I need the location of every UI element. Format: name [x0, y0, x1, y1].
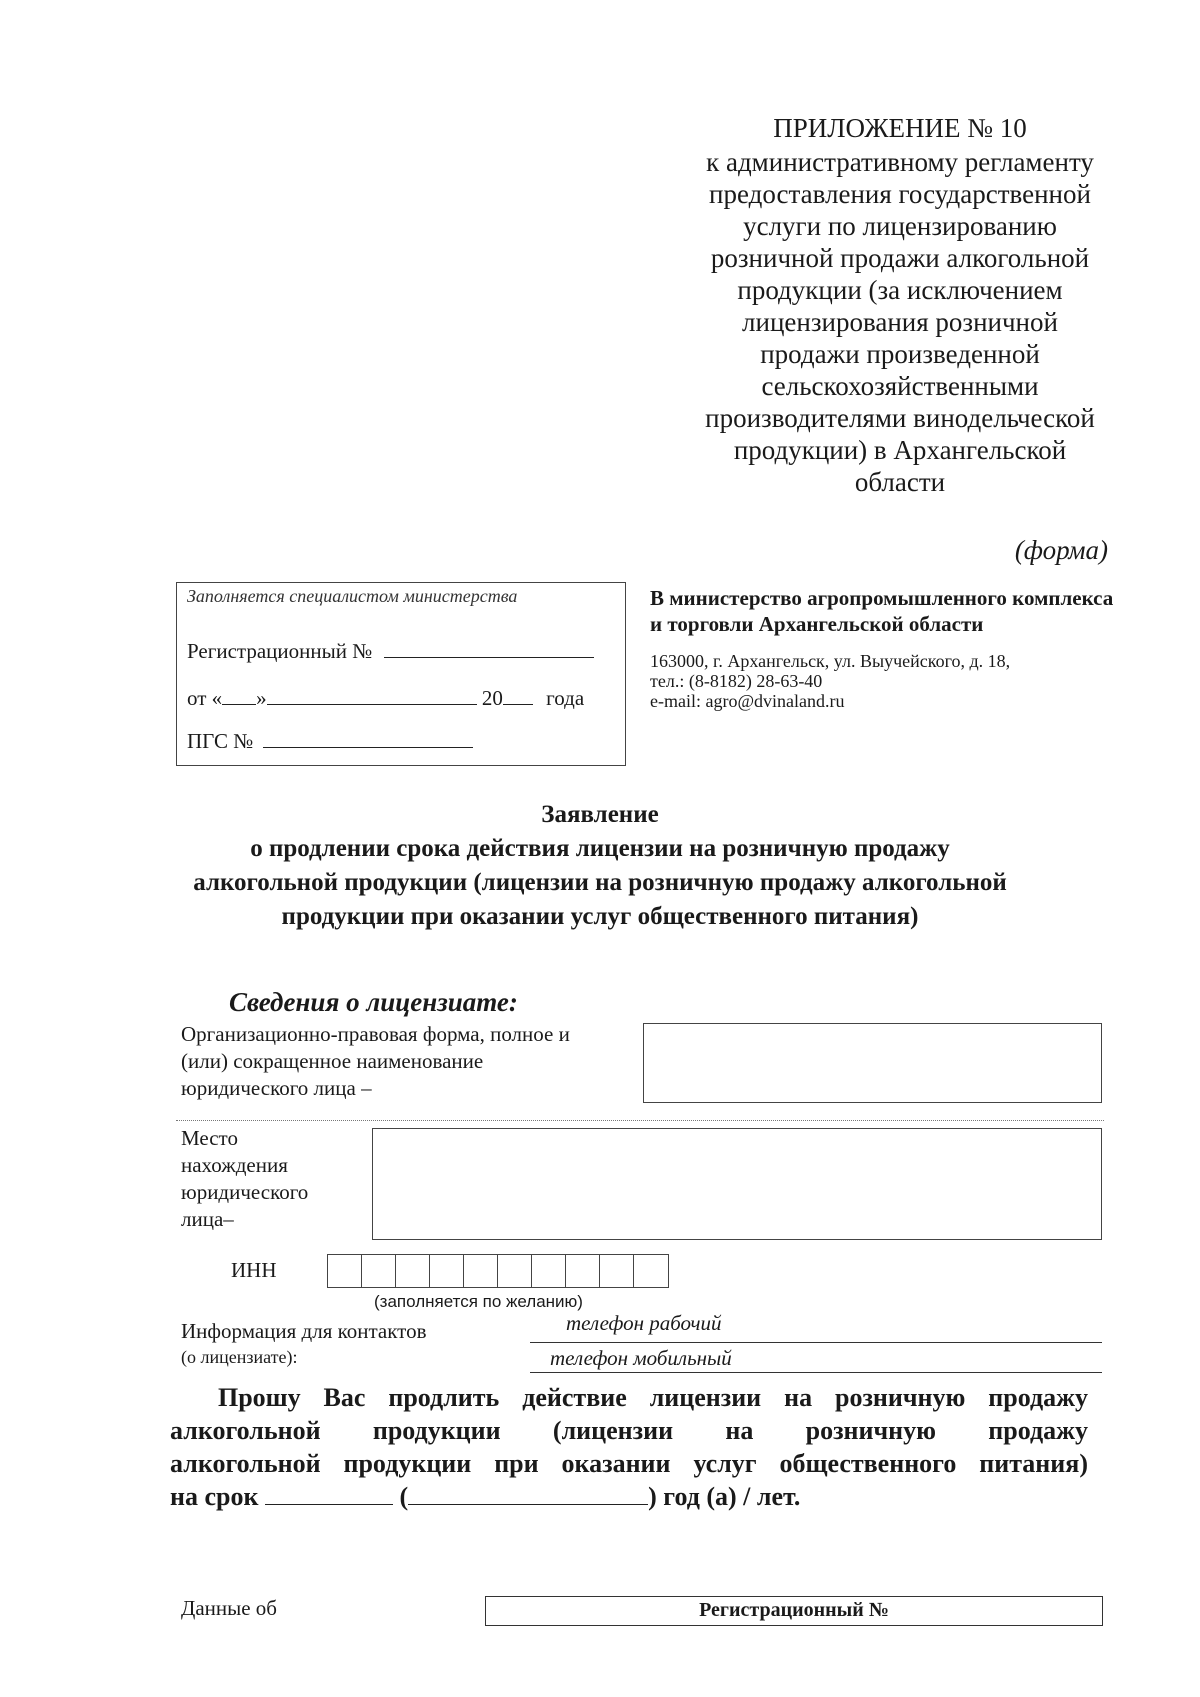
term-prefix: на срок	[170, 1482, 259, 1511]
location-label-line: юридического	[181, 1180, 309, 1204]
form-label: (форма)	[1014, 535, 1108, 565]
inn-cell[interactable]	[566, 1255, 600, 1287]
inn-cell[interactable]	[464, 1255, 498, 1287]
appendix-line: услуги по лицензированию	[743, 211, 1057, 241]
term-suffix: ) год (а) / лет.	[648, 1482, 801, 1511]
year-field[interactable]	[503, 686, 533, 705]
location-label-line: Место	[181, 1126, 238, 1150]
registration-box	[176, 582, 626, 766]
statement-line: алкогольной продукции (лицензии на розничную продажу алкогольной	[193, 869, 1007, 896]
term-number-field[interactable]	[265, 1482, 393, 1505]
appendix-line: продукции (за исключением	[737, 275, 1063, 305]
appendix-line: продукции) в Архангельской	[733, 435, 1067, 465]
appendix-line: розничной продажи алкогольной	[710, 243, 1090, 273]
year-suffix: года	[546, 686, 585, 710]
request-term-line	[170, 1480, 1088, 1513]
month-field[interactable]	[267, 686, 477, 705]
registration-note: Заполняется специалистом министерства	[187, 586, 518, 606]
appendix-line: сельскохозяйственными	[761, 371, 1039, 401]
phone-mobile-field[interactable]	[530, 1372, 1102, 1373]
contacts-label: Информация для контактов	[181, 1319, 427, 1343]
ministry-name: В министерство агропромышленного комплекса и торговли Архангельской области	[650, 586, 1114, 636]
reg-number-table-header: Регистрационный №	[485, 1596, 1103, 1626]
request-line: алкогольной продукции (лицензии на розничную продажу	[170, 1416, 1088, 1445]
phone-work-label: телефон рабочий	[566, 1311, 722, 1335]
divider	[176, 1120, 1104, 1121]
appendix-line: лицензирования розничной	[742, 307, 1058, 337]
reg-date-row	[187, 686, 584, 711]
inn-cell[interactable]	[430, 1255, 464, 1287]
day-field[interactable]	[222, 686, 256, 705]
appendix-line: продажи произведенной	[760, 339, 1040, 369]
statement-title	[0, 798, 1200, 934]
inn-cell[interactable]	[396, 1255, 430, 1287]
data-about-label: Данные об	[181, 1596, 277, 1620]
reg-number-row	[187, 639, 594, 664]
inn-cell[interactable]	[498, 1255, 532, 1287]
request-line	[170, 1381, 1088, 1414]
inn-label: ИНН	[231, 1258, 277, 1282]
licensee-section-title: Сведения о лицензиате:	[229, 987, 518, 1017]
pgs-row	[187, 729, 473, 754]
phone-mobile-label: телефон мобильный	[550, 1346, 732, 1370]
inn-cell[interactable]	[634, 1255, 668, 1287]
year-prefix: 20	[481, 686, 503, 710]
inn-cell[interactable]	[600, 1255, 634, 1287]
appendix-line: области	[854, 467, 946, 497]
phone-work-field[interactable]	[530, 1342, 1102, 1343]
org-form-label-line: (или) сокращенное наименование	[181, 1049, 484, 1073]
date-close-quote: »	[256, 686, 267, 710]
reg-number-label: Регистрационный №	[187, 639, 373, 663]
appendix-line: производителями винодельческой	[705, 403, 1095, 433]
appendix-header	[620, 112, 1180, 498]
request-line: алкогольной продукции при оказании услуг общественного питания)	[170, 1449, 1088, 1478]
statement-heading: Заявление	[541, 801, 659, 828]
org-form-label-line: юридического лица –	[181, 1076, 372, 1100]
org-form-label	[181, 1021, 641, 1102]
term-open: (	[399, 1482, 409, 1511]
ministry-address	[650, 585, 1120, 711]
location-label-line: нахождения	[181, 1153, 288, 1177]
inn-input[interactable]	[327, 1254, 669, 1288]
ministry-street: 163000, г. Архангельск, ул. Выучейского, д. 18,	[650, 651, 1011, 671]
ministry-phone: тел.: (8-8182) 28-63-40	[650, 671, 823, 691]
pgs-label: ПГС №	[187, 729, 254, 753]
appendix-line: к административному регламенту	[706, 147, 1094, 177]
statement-line: о продлении срока действия лицензии на розничную продажу	[250, 835, 950, 862]
statement-line: продукции при оказании услуг общественного питания)	[281, 903, 919, 930]
reg-number-field[interactable]	[384, 639, 594, 658]
location-label	[181, 1125, 341, 1233]
term-words-field[interactable]	[408, 1482, 648, 1505]
location-label-line: лица–	[181, 1207, 234, 1231]
request-text: Прошу Вас продлить действие лицензии на розничную продажу	[218, 1383, 1088, 1412]
inn-cell[interactable]	[328, 1255, 362, 1287]
ministry-email: e-mail: agro@dvinaland.ru	[650, 691, 845, 711]
pgs-field[interactable]	[263, 729, 473, 748]
location-field[interactable]	[372, 1128, 1102, 1240]
inn-note: (заполняется по желанию)	[374, 1292, 583, 1311]
org-form-label-line: Организационно-правовая форма, полное и	[181, 1022, 570, 1046]
appendix-line: предоставления государственной	[709, 179, 1091, 209]
org-name-field[interactable]	[643, 1023, 1102, 1103]
inn-cell[interactable]	[362, 1255, 396, 1287]
inn-cell[interactable]	[532, 1255, 566, 1287]
date-from-label: от «	[187, 686, 223, 710]
appendix-title: ПРИЛОЖЕНИЕ № 10	[773, 113, 1027, 143]
contacts-sublabel: (о лицензиате):	[181, 1347, 298, 1367]
ministry-contacts	[650, 651, 1120, 711]
